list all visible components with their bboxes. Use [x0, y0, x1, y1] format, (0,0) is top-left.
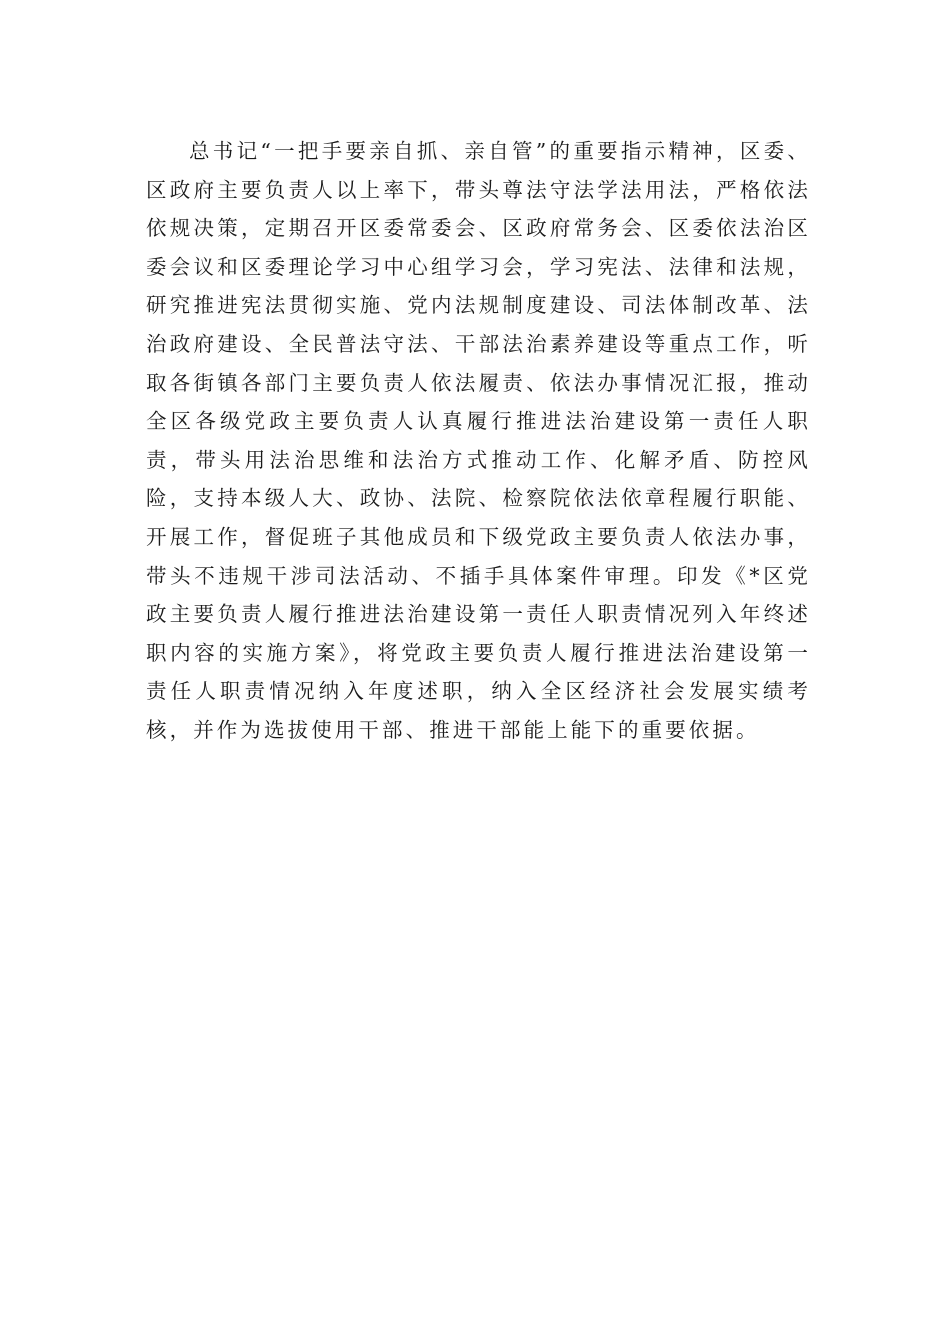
body-paragraph: 总书记“一把手要亲自抓、亲自管”的重要指示精神，区委、区政府主要负责人以上率下，带头尊法守法学法用法，严格依法依规决策，定期召开区委常委会、区政府常务会、区委依法治区委会议和区委理论学习中心组学习会，学习宪法、法律和法规，研究推进宪法贯彻实施、党内法规制度建设、司法体制改革、法治政府建设、全民普法守法、干部法治素养建设等重点工作，听取各街镇各部门主要负责人依法履责、依法办事情况汇报，推动全区各级党政主要负责人认真履行推进法治建设第一责任人职责，带头用法治思维和法治方式推动工作、化解矛盾、防控风险，支持本级人大、政协、法院、检察院依法依章程履行职能、开展工作，督促班子其他成员和下级党政主要负责人依法办事，带头不违规干涉司法活动、不插手具体案件审理。印发《*区党政主要负责人履行推进法治建设第一责任人职责情况列入年终述职内容的实施方案》，将党政主要负责人履行推进法治建设第一责任人职责情况纳入年度述职，纳入全区经济社会发展实绩考核，并作为选拔使用干部、推进干部能上能下的重要依据。	[146, 139, 811, 742]
